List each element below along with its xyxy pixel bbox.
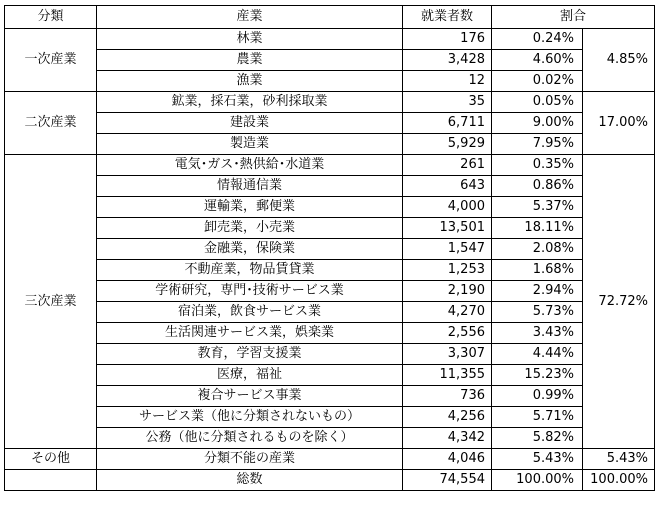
workers-count: 13,501 — [403, 218, 492, 239]
group-share: 5.43% — [583, 449, 655, 470]
table-row — [5, 197, 655, 218]
group-name: その他 — [5, 449, 97, 470]
table-row — [5, 155, 655, 176]
header-industry: 産業 — [97, 6, 403, 29]
workers-count: 4,256 — [403, 407, 492, 428]
header-workers: 就業者数 — [403, 6, 492, 29]
industry-name: 農業 — [97, 50, 403, 71]
industry-share: 0.02% — [492, 71, 583, 92]
workers-count: 261 — [403, 155, 492, 176]
workers-count: 4,270 — [403, 302, 492, 323]
industry-share: 5.37% — [492, 197, 583, 218]
industry-share: 5.71% — [492, 407, 583, 428]
total-group-share: 100.00% — [583, 470, 655, 491]
industry-share: 0.05% — [492, 92, 583, 113]
total-label: 総数 — [97, 470, 403, 491]
industry-share: 2.08% — [492, 239, 583, 260]
industry-name: 金融業，保険業 — [97, 239, 403, 260]
industry-name: 医療，福祉 — [97, 365, 403, 386]
industry-share: 0.35% — [492, 155, 583, 176]
table-row — [5, 239, 655, 260]
workers-count: 643 — [403, 176, 492, 197]
industry-name: 生活関連サービス業，娯楽業 — [97, 323, 403, 344]
total-row — [5, 470, 655, 491]
table-row — [5, 134, 655, 155]
table-row — [5, 260, 655, 281]
workers-count: 1,253 — [403, 260, 492, 281]
table-row — [5, 92, 655, 113]
industry-name: 建設業 — [97, 113, 403, 134]
group-share: 4.85% — [583, 29, 655, 92]
table-row — [5, 218, 655, 239]
industry-share: 5.73% — [492, 302, 583, 323]
workers-count: 3,307 — [403, 344, 492, 365]
group-share: 72.72% — [583, 155, 655, 449]
industry-name: 電気･ガス･熱供給･水道業 — [97, 155, 403, 176]
workers-count: 3,428 — [403, 50, 492, 71]
table-row — [5, 50, 655, 71]
table-row — [5, 302, 655, 323]
table-row — [5, 386, 655, 407]
group-name: 二次産業 — [5, 92, 97, 155]
industry-name: 宿泊業，飲食サービス業 — [97, 302, 403, 323]
industry-name: 卸売業，小売業 — [97, 218, 403, 239]
table-row — [5, 29, 655, 50]
workers-count: 2,190 — [403, 281, 492, 302]
industry-share: 0.24% — [492, 29, 583, 50]
table-row — [5, 113, 655, 134]
header-share: 割合 — [492, 6, 655, 29]
industry-share: 5.82% — [492, 428, 583, 449]
table-row — [5, 407, 655, 428]
workers-count: 4,000 — [403, 197, 492, 218]
industry-name: サービス業（他に分類されないもの） — [97, 407, 403, 428]
header-row — [5, 6, 655, 29]
group-name: 一次産業 — [5, 29, 97, 92]
industry-name: 複合サービス事業 — [97, 386, 403, 407]
group-share: 17.00% — [583, 92, 655, 155]
employment-table-container — [4, 5, 655, 491]
total-workers: 74,554 — [403, 470, 492, 491]
workers-count: 6,711 — [403, 113, 492, 134]
workers-count: 5,929 — [403, 134, 492, 155]
table-body — [5, 29, 655, 491]
industry-name: 鉱業，採石業，砂利採取業 — [97, 92, 403, 113]
table-row — [5, 365, 655, 386]
industry-share: 1.68% — [492, 260, 583, 281]
workers-count: 35 — [403, 92, 492, 113]
industry-name: 分類不能の産業 — [97, 449, 403, 470]
industry-share: 0.86% — [492, 176, 583, 197]
industry-name: 教育，学習支援業 — [97, 344, 403, 365]
industry-name: 運輸業，郵便業 — [97, 197, 403, 218]
industry-share: 5.43% — [492, 449, 583, 470]
industry-name: 漁業 — [97, 71, 403, 92]
workers-count: 176 — [403, 29, 492, 50]
total-share: 100.00% — [492, 470, 583, 491]
industry-name: 製造業 — [97, 134, 403, 155]
industry-share: 3.43% — [492, 323, 583, 344]
table-row — [5, 323, 655, 344]
industry-name: 公務（他に分類されるものを除く） — [97, 428, 403, 449]
workers-count: 11,355 — [403, 365, 492, 386]
table-row — [5, 428, 655, 449]
table-row — [5, 71, 655, 92]
workers-count: 736 — [403, 386, 492, 407]
table-row — [5, 344, 655, 365]
workers-count: 2,556 — [403, 323, 492, 344]
total-category-empty — [5, 470, 97, 491]
industry-share: 2.94% — [492, 281, 583, 302]
table-row — [5, 449, 655, 470]
industry-share: 0.99% — [492, 386, 583, 407]
table-row — [5, 176, 655, 197]
workers-count: 12 — [403, 71, 492, 92]
industry-share: 4.60% — [492, 50, 583, 71]
industry-share: 18.11% — [492, 218, 583, 239]
table-row — [5, 281, 655, 302]
employment-by-industry-table — [4, 5, 655, 491]
workers-count: 1,547 — [403, 239, 492, 260]
industry-share: 15.23% — [492, 365, 583, 386]
industry-name: 林業 — [97, 29, 403, 50]
workers-count: 4,046 — [403, 449, 492, 470]
industry-name: 不動産業，物品賃貸業 — [97, 260, 403, 281]
industry-name: 情報通信業 — [97, 176, 403, 197]
industry-share: 4.44% — [492, 344, 583, 365]
industry-share: 7.95% — [492, 134, 583, 155]
workers-count: 4,342 — [403, 428, 492, 449]
industry-share: 9.00% — [492, 113, 583, 134]
industry-name: 学術研究，専門･技術サービス業 — [97, 281, 403, 302]
group-name: 三次産業 — [5, 155, 97, 449]
header-category: 分類 — [5, 6, 97, 29]
